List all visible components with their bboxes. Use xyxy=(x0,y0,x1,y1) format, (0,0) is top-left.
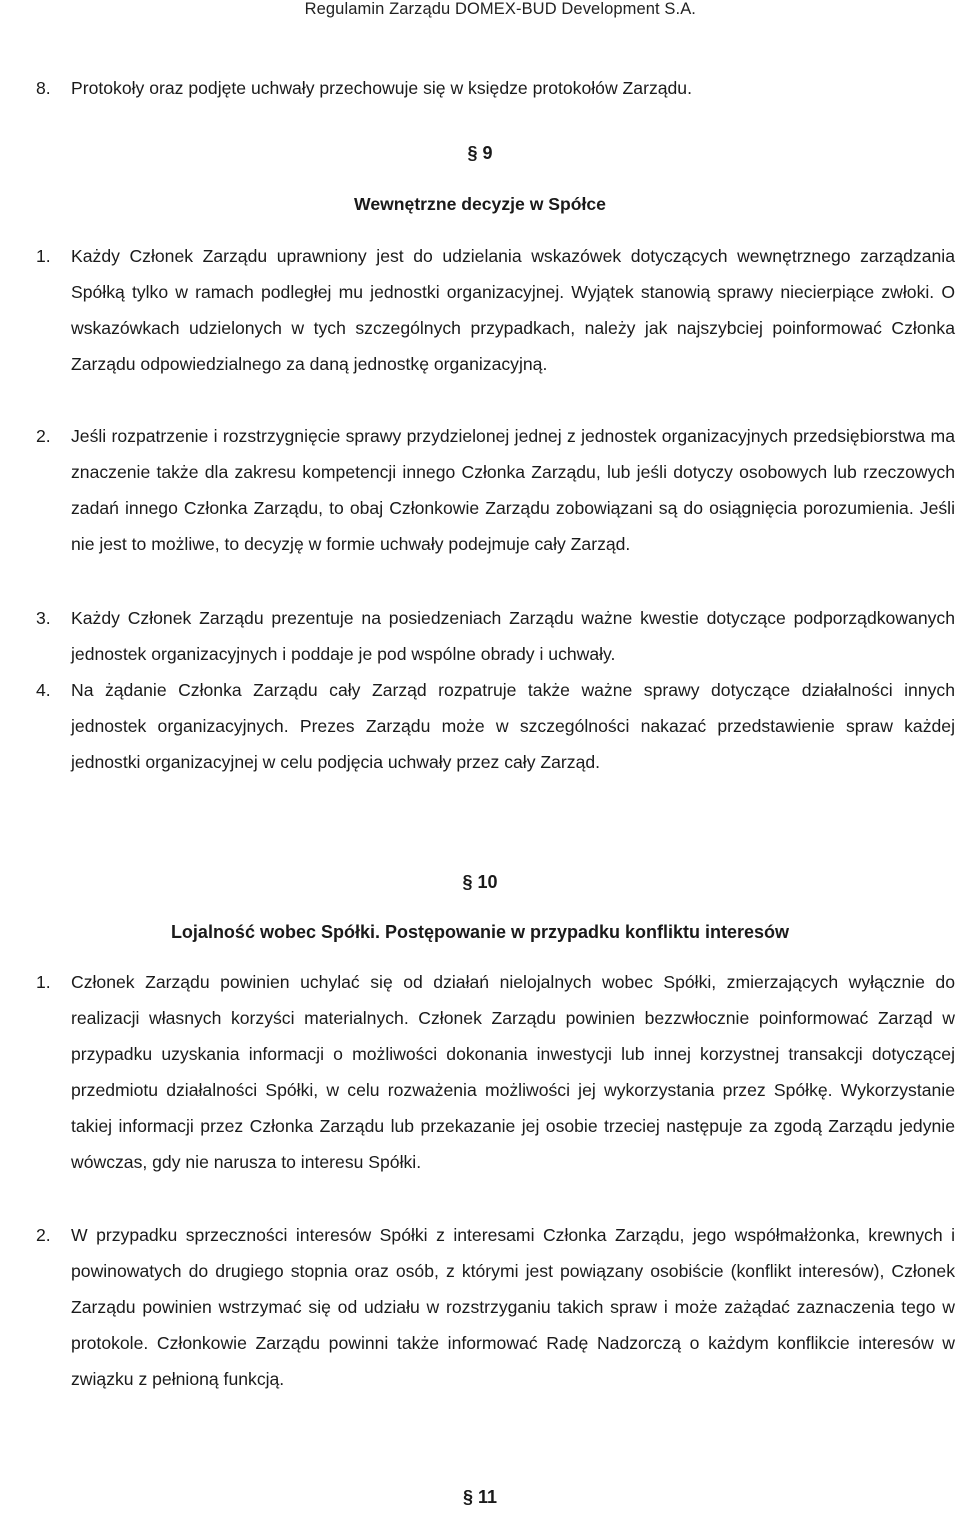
paragraph-s9-item-3: Każdy Członek Zarządu prezentuje na posiedzeniach Zarządu ważne kwestie dotyczące podporządkowanych jednostek organizacyjnych i poddaje je pod wspólne obrady i uchwały. xyxy=(71,608,955,664)
item-number: 3. xyxy=(36,608,51,628)
item-number: 1. xyxy=(36,972,51,992)
item-number: 8. xyxy=(36,78,51,98)
paragraph-s9-item-2: Jeśli rozpatrzenie i rozstrzygnięcie sprawy przydzielonej jednej z jednostek organizacyjnych przedsiębiorstwa ma znaczenie także dla zakresu kompetencji innego Członka Zarządu, lub jeśli dotyczy osobowych lub rzeczowych zadań innego Członka Zarządu, to obaj Członkowie Zarządu zobowiązani są do osiągnięcia porozumienia. Jeśli nie jest to możliwe, to decyzję w formie uchwały podejmuje cały Zarząd. xyxy=(71,426,955,554)
paragraph-s9-item-1: Każdy Członek Zarządu uprawniony jest do udzielania wskazówek dotyczących wewnętrznego zarządzania Spółką tylko w ramach podległej mu jednostki organizacyjnej. Wyjątek stanowią sprawy niecierpiące zwłoki. O wskazówkach udzielonych w tych szczególnych przypadkach, należy jak najszybciej poinformować Członka Zarządu odpowiedzialnego za daną jednostkę organizacyjną. xyxy=(71,246,955,374)
item-number: 2. xyxy=(36,1225,51,1245)
item-number: 4. xyxy=(36,680,51,700)
item-number: 1. xyxy=(36,246,51,266)
section-title-10: Lojalność wobec Spółki. Postępowanie w przypadku konfliktu interesów xyxy=(170,922,790,942)
section-sign-11: § 11 xyxy=(462,1487,498,1507)
paragraph-s10-item-1: Członek Zarządu powinien uchylać się od działań nielojalnych wobec Spółki, zmierzających wyłącznie do realizacji własnych korzyści materialnych. Członek Zarządu powinien bezzwłocznie poinformować Zarząd w przypadku uzyskania informacji o możliwości dokonania inwestycji lub innej korzystnej transakcji dotyczącej przedmiotu działalności Spółki, w celu rozważenia możliwości jej wykorzystania przez Spółkę. Wykorzystanie takiej informacji przez Członka Zarządu lub przekazanie jej osobie trzeciej następuje za zgodą Zarządu jedynie wówczas, gdy nie narusza to interesu Spółki. xyxy=(71,972,955,1172)
item-number: 2. xyxy=(36,426,51,446)
section-title-9: Wewnętrzne decyzje w Spółce xyxy=(354,194,606,214)
paragraph-s9-item-4: Na żądanie Członka Zarządu cały Zarząd rozpatruje także ważne sprawy dotyczące działalności innych jednostek organizacyjnych. Prezes Zarządu może w szczególności nakazać przedstawienie spraw każdej jednostki organizacyjnej w celu podjęcia uchwały przez cały Zarząd. xyxy=(71,680,955,772)
page-header: Regulamin Zarządu DOMEX-BUD Development S.A. xyxy=(304,0,696,18)
section-sign-10: § 10 xyxy=(462,872,498,892)
section-sign-9: § 9 xyxy=(467,143,493,163)
paragraph-s10-item-2: W przypadku sprzeczności interesów Spółki z interesami Członka Zarządu, jego współmałżonka, krewnych i powinowatych do drugiego stopnia oraz osób, z którymi jest powiązany osobiście (konflikt interesów), Członek Zarządu powinien wstrzymać się od udziału w rozstrzyganiu takich spraw i może zażądać zaznaczenia tego w protokole. Członkowie Zarządu powinni także informować Radę Nadzorczą o każdym konflikcie interesów w związku z pełnioną funkcją. xyxy=(71,1225,955,1389)
paragraph-item-8: Protokoły oraz podjęte uchwały przechowuje się w księdze protokołów Zarządu. xyxy=(71,78,692,98)
